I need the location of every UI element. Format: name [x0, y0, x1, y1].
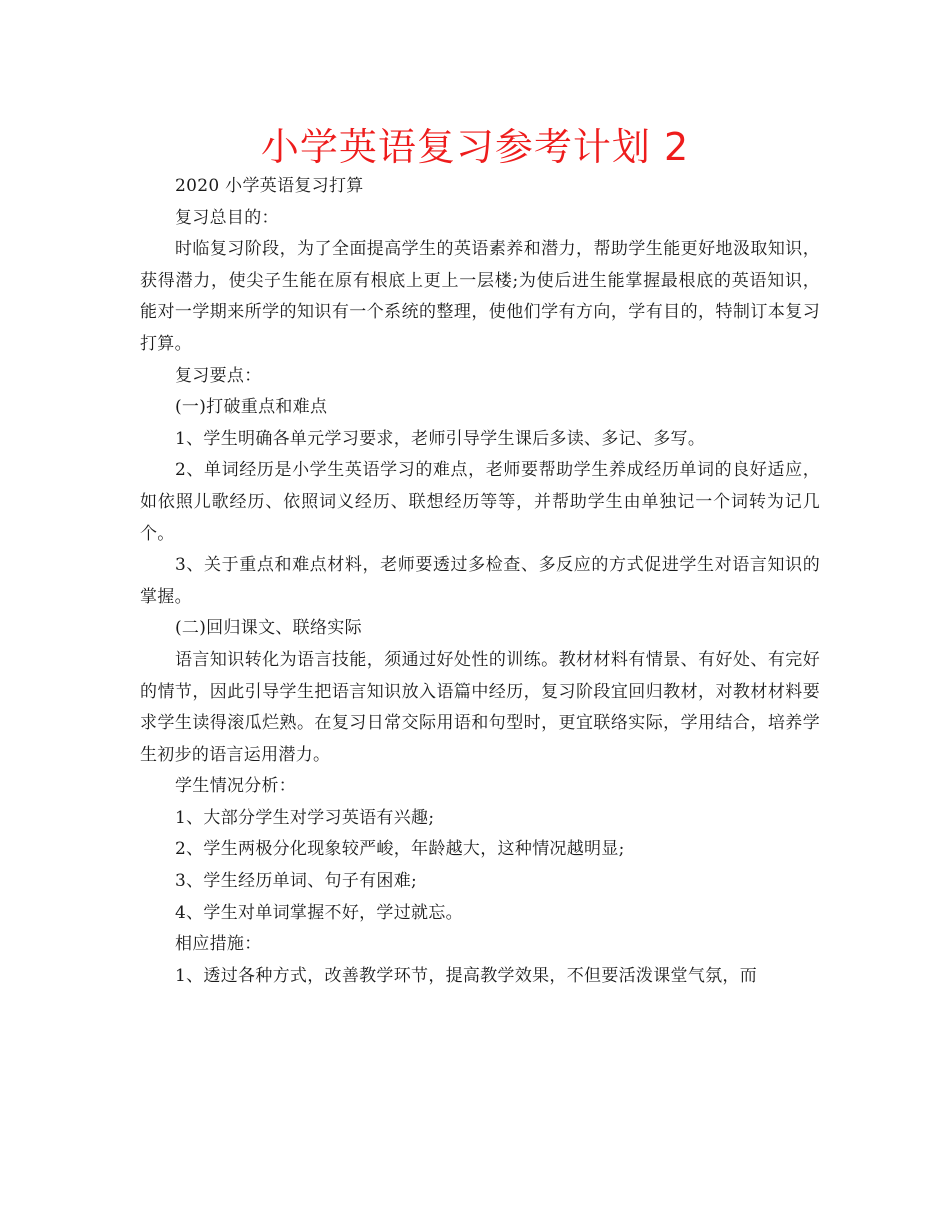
paragraph: (二)回归课文、联络实际 [175, 618, 362, 639]
paragraph: 1、学生明确各单元学习要求，老师引导学生课后多读、多记、多写。 [175, 428, 706, 449]
paragraph: 复习总目的： [175, 207, 279, 228]
paragraph: 语言知识转化为语言技能，须通过好处性的训练。教材材料有情景、有好处、有完好的情节，因此引导学生把语言知识放入语篇中经历，复习阶段宜回归教材，对教材材料要求学生读得滚瓜烂熟。在复习日常交际用语和句型时，更宜联络实际，学用结合，培养学生初步的语言运用潜力。 [140, 649, 820, 765]
paragraph: 时临复习阶段，为了全面提高学生的英语素养和潜力，帮助学生能更好地汲取知识，获得潜力，使尖子生能在原有根底上更上一层楼;为使后进生能掌握最根底的英语知识，能对一学期来所学的知识有一个系统的整理，使他们学有方向，学有目的，特制订本复习打算。 [140, 239, 820, 354]
document-body [140, 171, 820, 992]
paragraph: 2、单词经历是小学生英语学习的难点，老师要帮助学生养成经历单词的良好适应，如依照儿歌经历、依照词义经历、联想经历等等，并帮助学生由单独记一个词转为记几个。 [140, 460, 820, 544]
paragraph: 复习要点： [175, 365, 262, 386]
paragraph: 3、学生经历单词、句子有困难; [175, 871, 418, 892]
paragraph: 1、透过各种方式，改善教学环节，提高教学效果，不但要活泼课堂气氛，而 [175, 965, 758, 986]
paragraph: 2020 小学英语复习打算 [175, 176, 364, 196]
paragraph: 学生情况分析： [175, 776, 297, 797]
paragraph: (一)打破重点和难点 [175, 397, 328, 418]
paragraph: 1、大部分学生对学习英语有兴趣; [175, 807, 435, 828]
paragraph: 2、学生两极分化现象较严峻，年龄越大，这种情况越明显; [175, 839, 625, 860]
paragraph: 4、学生对单词掌握不好，学过就忘。 [175, 902, 463, 923]
document-title: 小学英语复习参考计划 2 [260, 125, 690, 169]
paragraph: 相应措施： [175, 934, 262, 955]
paragraph: 3、关于重点和难点材料，老师要透过多检查、多反应的方式促进学生对语言知识的掌握。 [140, 555, 820, 607]
